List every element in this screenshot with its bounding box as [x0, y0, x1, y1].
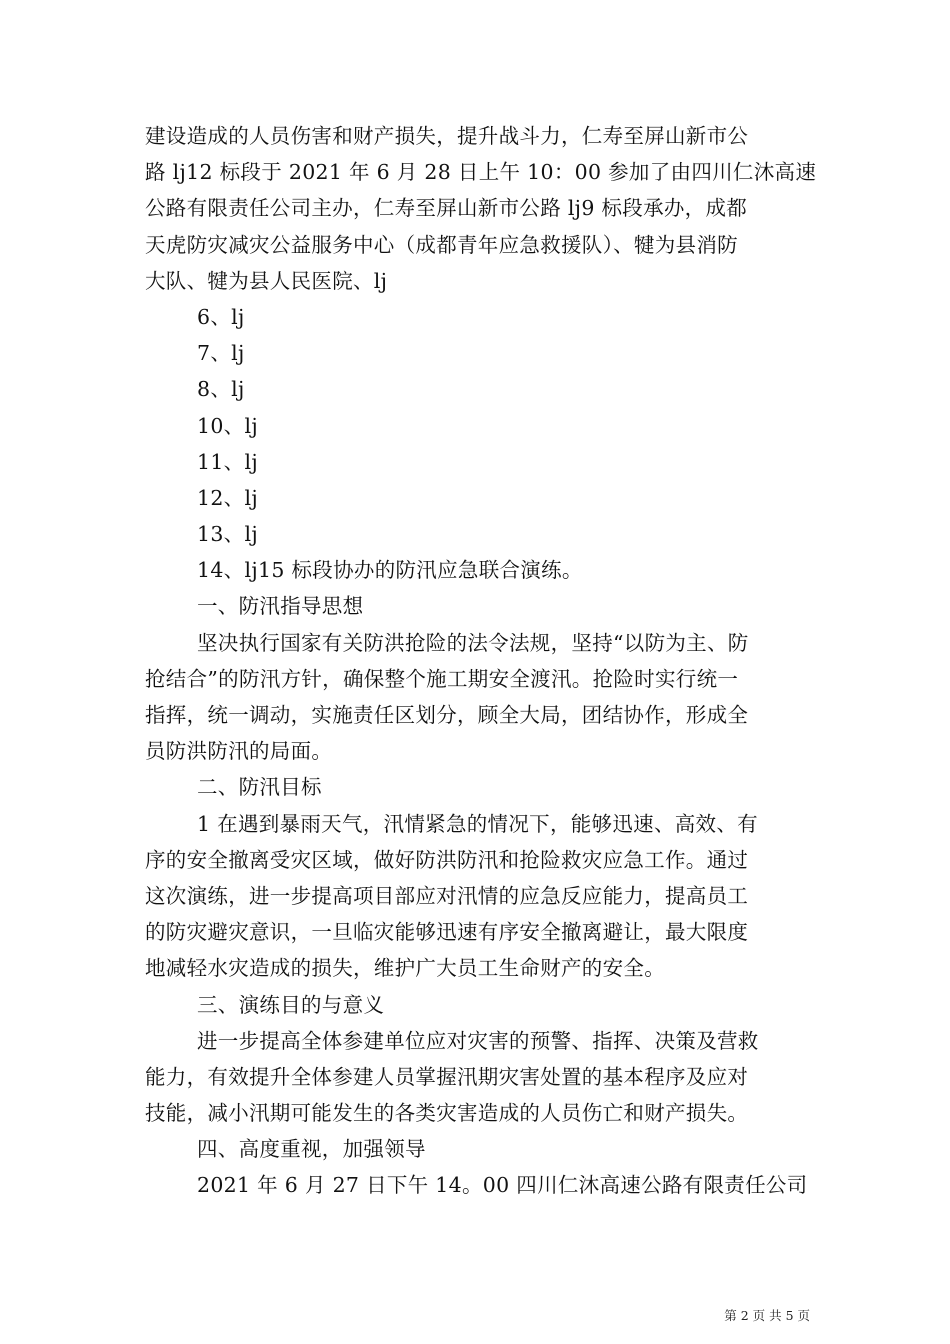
text-line: 指挥，统一调动，实施责任区划分，顾全大局，团结协作，形成全 [145, 703, 749, 727]
paragraph-first-line: 坚决执行国家有关防洪抢险的法令法规，坚持“以防为主、防 [197, 630, 749, 655]
text-line: 员防洪防汛的局面。 [145, 739, 333, 764]
section-heading: 四、高度重视，加强领导 [197, 1137, 426, 1162]
list-item: 10、lj [197, 413, 258, 438]
list-item: 8、lj [197, 377, 245, 402]
text-line: 能力，有效提升全体参建人员掌握汛期灾害处置的基本程序及应对 [145, 1064, 749, 1089]
document-body [145, 118, 817, 1204]
text-line: 建设造成的人员伤害和财产损失，提升战斗力，仁寿至屏山新市公 [145, 124, 749, 148]
paragraph-first-line: 1 在遇到暴雨天气，汛情紧急的情况下，能够迅速、高效、有 [197, 811, 758, 836]
list-item: 12、lj [197, 485, 258, 510]
text-line: 序的安全撤离受灾区域，做好防洪防汛和抢险救灾应急工作。通过 [145, 847, 749, 872]
text-line: 地减轻水灾造成的损失，维护广大员工生命财产的安全。 [145, 956, 665, 981]
text-line: 天虎防灾减灾公益服务中心（成都青年应急救援队）、犍为县消防 [145, 232, 738, 257]
list-item: 6、lj [197, 304, 245, 329]
section-heading: 二、防汛目标 [197, 775, 322, 800]
text-line: 大队、犍为县人民医院、lj [145, 268, 388, 293]
paragraph-first-line: 2021 年 6 月 27 日下午 14。00 四川仁沐高速公路有限责任公司 [197, 1173, 808, 1198]
page-number: 第 2 页 共 5 页 [724, 1308, 810, 1323]
text-line: 公路有限责任公司主办，仁寿至屏山新市公路 lj9 标段承办，成都 [145, 196, 748, 221]
text-line: 这次演练，进一步提高项目部应对汛情的应急反应能力，提高员工 [145, 883, 749, 908]
list-item: 14、lj15 标段协办的防汛应急联合演练。 [197, 558, 583, 583]
list-item: 11、lj [197, 449, 258, 474]
list-item: 7、lj [197, 341, 245, 366]
section-heading: 三、演练目的与意义 [197, 992, 385, 1017]
text-line: 抢结合”的防汛方针，确保整个施工期安全渡汛。抢险时实行统一 [145, 666, 739, 691]
list-item: 13、lj [197, 522, 258, 547]
paragraph-first-line: 进一步提高全体参建单位应对灾害的预警、指挥、决策及营救 [197, 1028, 759, 1053]
section-heading: 一、防汛指导思想 [197, 594, 364, 619]
text-line: 技能，减小汛期可能发生的各类灾害造成的人员伤亡和财产损失。 [145, 1101, 749, 1126]
text-line: 路 lj12 标段于 2021 年 6 月 28 日上午 10：00 参加了由四川仁沐高速 [145, 160, 817, 185]
text-line: 的防灾避灾意识，一旦临灾能够迅速有序安全撤离避让，最大限度 [145, 920, 749, 945]
